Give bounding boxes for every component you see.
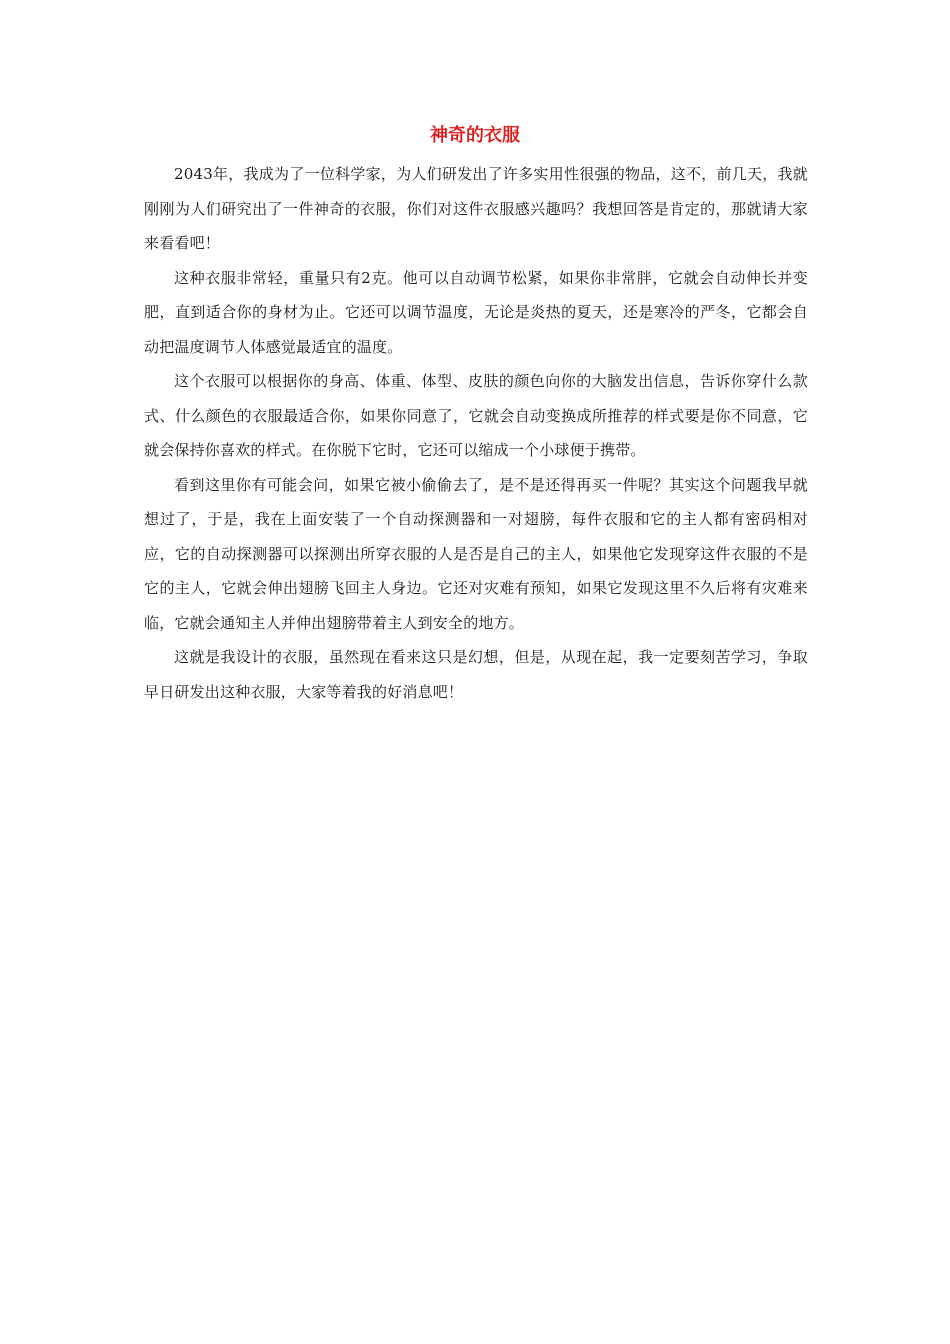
document-body xyxy=(144,157,808,709)
paragraph-4: 看到这里你有可能会问，如果它被小偷偷去了，是不是还得再买一件呢？其实这个问题我早就想过了，于是，我在上面安装了一个自动探测器和一对翅膀，每件衣服和它的主人都有密码相对应，它的自动探测器可以探测出所穿衣服的人是否是自己的主人，如果他它发现穿这件衣服的不是它的主人，它就会伸出翅膀飞回主人身边。它还对灾难有预知，如果它发现这里不久后将有灾难来临，它就会通知主人并伸出翅膀带着主人到安全的地方。 xyxy=(144,475,808,632)
paragraph-3: 这个衣服可以根据你的身高、体重、体型、皮肤的颜色向你的大脑发出信息，告诉你穿什么款式、什么颜色的衣服最适合你，如果你同意了，它就会自动变换成所推荐的样式要是你不同意，它就会保持你喜欢的样式。在你脱下它时，它还可以缩成一个小球便于携带。 xyxy=(144,372,808,459)
paragraph-2: 这种衣服非常轻，重量只有2克。他可以自动调节松紧，如果你非常胖，它就会自动伸长并变肥，直到适合你的身材为止。它还可以调节温度，无论是炎热的夏天，还是寒冷的严冬，它都会自动把温度调节人体感觉最适宜的温度。 xyxy=(144,268,808,356)
document-title: 神奇的衣服 xyxy=(430,125,520,146)
paragraph-5: 这就是我设计的衣服，虽然现在看来这只是幻想，但是，从现在起，我一定要刻苦学习，争取早日研发出这种衣服，大家等着我的好消息吧！ xyxy=(144,648,808,701)
paragraph-1: 2043年，我成为了一位科学家，为人们研发出了许多实用性很强的物品，这不，前几天，我就刚刚为人们研究出了一件神奇的衣服，你们对这件衣服感兴趣吗？我想回答是肯定的，那就请大家来看看吧！ xyxy=(144,165,808,252)
